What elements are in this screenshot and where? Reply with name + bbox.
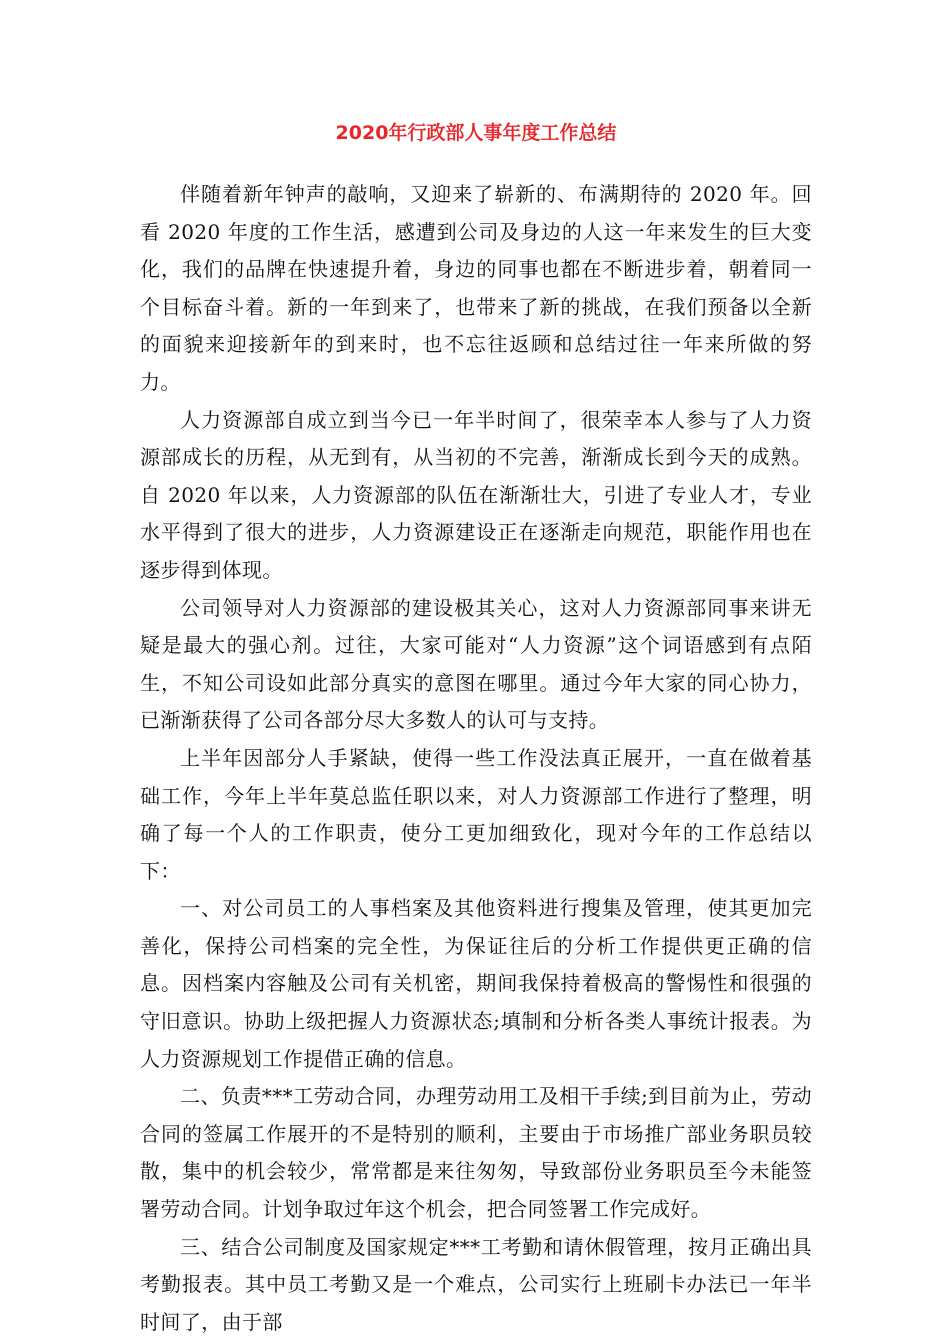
paragraph-5: 一、对公司员工的人事档案及其他资料进行搜集及管理，使其更加完善化，保持公司档案的完全性，为保证往后的分析工作提供更正确的信息。因档案内容触及公司有关机密，期间我保持着极高的警惕性和很强的守旧意识。协助上级把握人力资源状态;填制和分析各类人事统计报表。为人力资源规划工作提借正确的信息。 xyxy=(140,896,812,1071)
paragraph-3: 公司领导对人力资源部的建设极其关心，这对人力资源部同事来讲无疑是最大的强心剂。过往，大家可能对“人力资源”这个词语感到有点陌生，不知公司设如此部分真实的意图在哪里。通过今年大家的同心协力，已渐渐获得了公司各部分尽大多数人的认可与支持。 xyxy=(140,595,812,733)
document-page xyxy=(140,118,812,1341)
paragraph-4: 上半年因部分人手紧缺，使得一些工作没法真正展开，一直在做着基础工作，今年上半年莫总监任职以来，对人力资源部工作进行了整理，明确了每一个人的工作职责，使分工更加细致化，现对今年的工作总结以下： xyxy=(140,745,812,883)
paragraph-1: 伴随着新年钟声的敲响，又迎来了崭新的、布满期待的 2020 年。回看 2020 年度的工作生活，感遭到公司及身边的人这一年来发生的巨大变化，我们的品牌在快速提升着，身边的同事也都在不断进步着，朝着同一个目标奋斗着。新的一年到来了，也带来了新的挑战，在我们预备以全新的面貌来迎接新年的到来时，也不忘往返顾和总结过往一年来所做的努力。 xyxy=(140,182,812,394)
paragraph-2: 人力资源部自成立到当今已一年半时间了，很荣幸本人参与了人力资源部成长的历程，从无到有，从当初的不完善，渐渐成长到今天的成熟。自 2020 年以来，人力资源部的队伍在渐渐壮大，引进了专业人才，专业水平得到了很大的进步，人力资源建设正在逐渐走向规范，职能作用也在逐步得到体现。 xyxy=(140,407,812,582)
paragraph-6: 二、负责***工劳动合同，办理劳动用工及相干手续;到目前为止，劳动合同的签属工作展开的不是特别的顺利，主要由于市场推广部业务职员较散，集中的机会较少，常常都是来往匆匆，导致部份业务职员至今未能签署劳动合同。计划争取过年这个机会，把合同签署工作完成好。 xyxy=(140,1084,812,1222)
paragraph-7: 三、结合公司制度及国家规定***工考勤和请休假管理，按月正确出具考勤报表。其中员工考勤又是一个难点，公司实行上班刷卡办法已一年半时间了，由于部 xyxy=(140,1234,812,1334)
document-title: 2020年行政部人事年度工作总结 xyxy=(335,122,617,144)
